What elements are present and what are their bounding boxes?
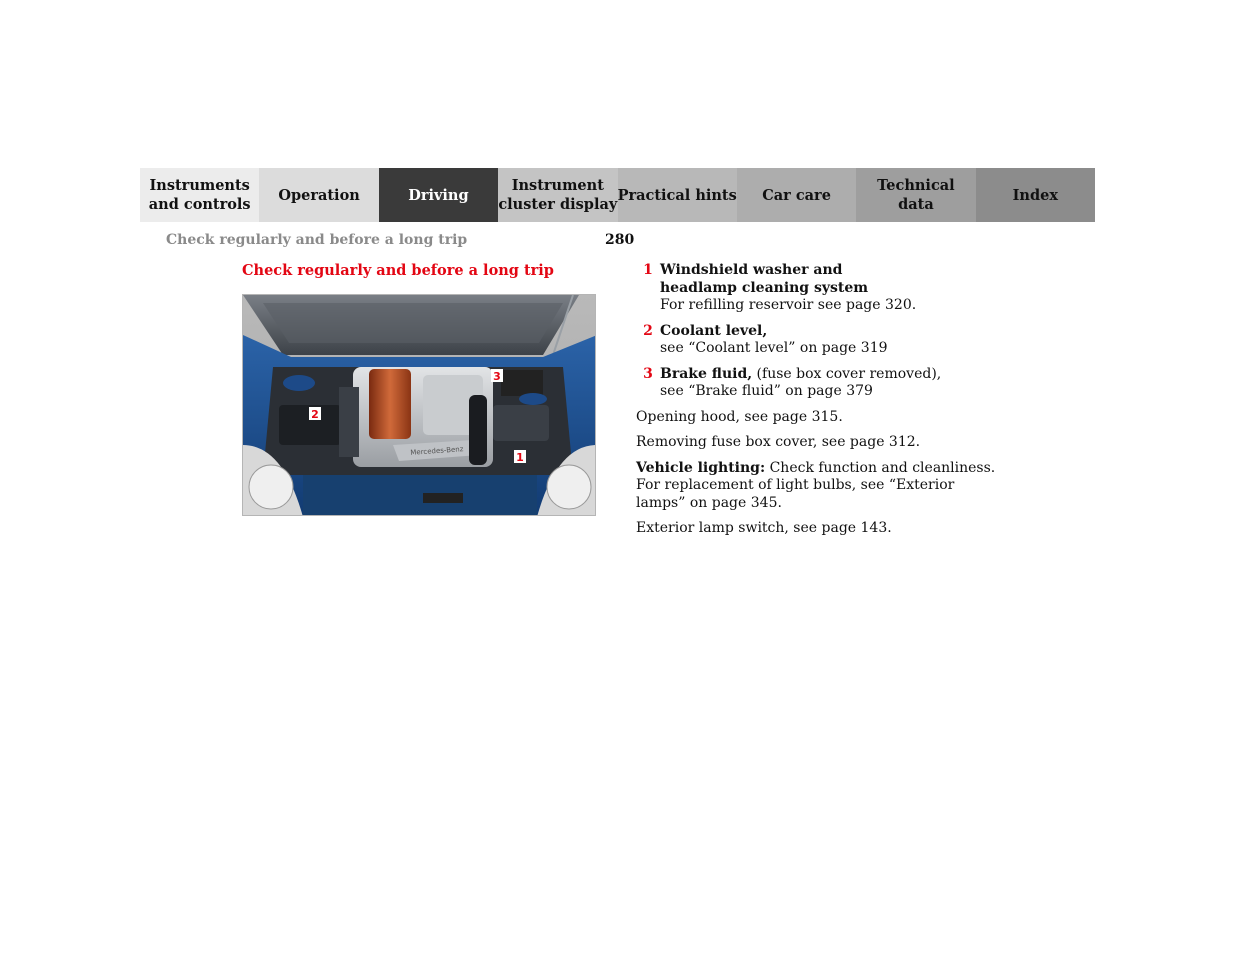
item-body <box>660 323 996 358</box>
tab-technical-data[interactable]: Technical data <box>856 168 975 222</box>
tab-car-care[interactable]: Car care <box>737 168 856 222</box>
content-column <box>636 262 996 546</box>
vehicle-lighting-label: Vehicle lighting: <box>636 459 766 476</box>
item-number: 1 <box>643 262 653 278</box>
engine-compartment-illustration <box>242 294 596 516</box>
item-number: 2 <box>643 322 653 339</box>
svg-text:1: 1 <box>516 451 524 464</box>
item-description: see “Coolant level” on page 319 <box>660 340 888 356</box>
tab-index[interactable]: Index <box>976 168 1095 222</box>
tab-operation[interactable]: Operation <box>259 168 378 222</box>
callout-1 <box>514 450 526 464</box>
item-body <box>660 262 996 315</box>
list-item <box>636 262 996 315</box>
section-title: Check regularly and before a long trip <box>242 262 554 279</box>
list-item <box>636 366 996 401</box>
fuse-box-text: Removing fuse box cover, see page 312. <box>636 434 921 450</box>
tab-instrument-cluster-display[interactable]: Instrument cluster display <box>498 168 617 222</box>
item-title: Windshield washer and headlamp cleaning system <box>660 262 869 296</box>
tab-driving[interactable]: Driving <box>379 168 498 222</box>
callout-2 <box>309 407 321 421</box>
list-item <box>636 323 996 358</box>
tab-instruments-and-controls[interactable]: Instruments and controls <box>140 168 259 222</box>
item-description: For refilling reservoir see page 320. <box>660 297 917 313</box>
svg-text:2: 2 <box>311 408 319 421</box>
opening-hood-text: Opening hood, see page 315. <box>636 408 843 425</box>
exterior-lamp-text: Exterior lamp switch, see page 143. <box>636 520 892 536</box>
item-number: 3 <box>643 365 653 382</box>
item-title: Brake fluid, <box>660 365 753 382</box>
vehicle-lighting-body: Check function and cleanliness. For replacement of light bulbs, see “Exterior lamps” on page 345. <box>636 459 996 511</box>
item-title: Coolant level, <box>660 322 768 339</box>
svg-text:3: 3 <box>493 370 501 383</box>
engine-badge-text: Mercedes-Benz <box>410 445 464 457</box>
vehicle-lighting-text <box>636 460 996 513</box>
tab-practical-hints[interactable]: Practical hints <box>618 168 737 222</box>
chapter-tabs <box>140 168 1095 222</box>
item-description: see “Brake fluid” on page 379 <box>660 383 873 399</box>
callout-3 <box>491 369 503 383</box>
breadcrumb: Check regularly and before a long trip <box>166 232 468 248</box>
item-body <box>660 366 996 401</box>
item-title-rest: (fuse box cover removed), <box>752 365 942 382</box>
page-number: 280 <box>605 232 635 248</box>
